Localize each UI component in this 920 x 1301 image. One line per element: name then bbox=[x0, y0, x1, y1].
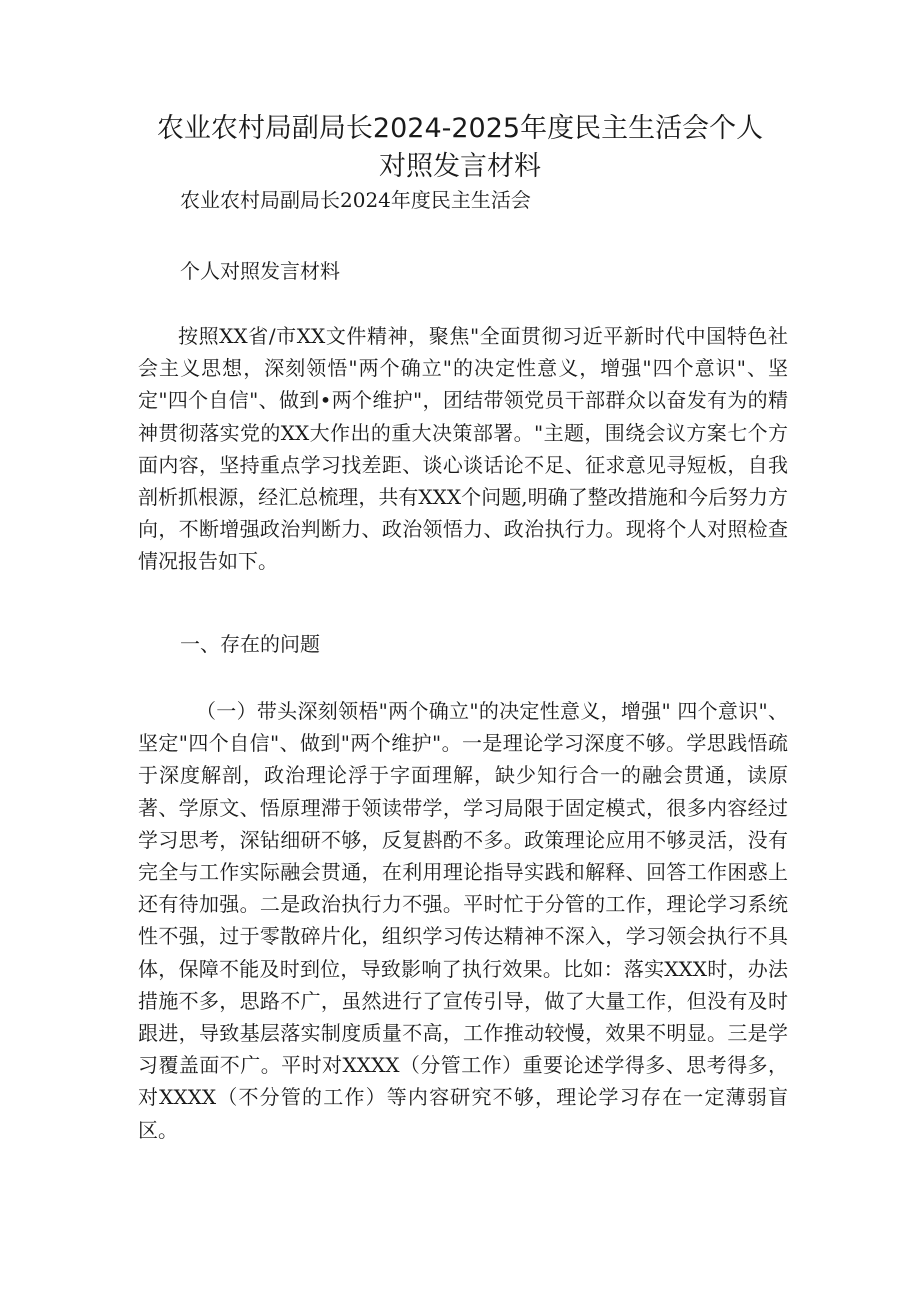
section-heading: 一、存在的问题 bbox=[180, 632, 320, 656]
document-subtitle-line2: 个人对照发言材料 bbox=[180, 259, 340, 283]
document-subtitle-line1: 农业农村局副局长2024年度民主生活会 bbox=[180, 188, 531, 212]
section-paragraph: （一）带头深刻领梧"两个确立"的决定性意义，增强" 四个意识"、坚定"四个自信"、做到"两个维护"。一是理论学习深度不够。学思践悟疏于深度解剖，政治理论浮于字面理解，缺少知行合一的融会贯通，读原著、学原文、悟原理滞于领读带学，学习局限于固定模式，很多内容经过学习思考，深钻细研不够，反复斟酌不多。政策理论应用不够灵活，没有完全与工作实际融会贯通，在利用理论指导实践和解释、回答工作困惑上还有待加强。二是政治执行力不强。平时忙于分管的工作，理论学习系统性不强，过于零散碎片化，组织学习传达精神不深入，学习领会执行不具体，保障不能及时到位，导致影响了执行效果。比如：落实XXX时，办法措施不多，思路不广，虽然进行了宣传引导，做了大量工作，但没有及时跟进，导致基层落实制度质量不高，工作推动较慢，效果不明显。三是学习覆盖面不广。平时对XXXX（分管工作）重要论述学得多、思考得多，对XXXX（不分管的工作）等内容研究不够，理论学习存在一定薄弱盲区。 bbox=[138, 699, 788, 1142]
document-title: 农业农村局副局长2024-2025年度民主生活会个人对照发言材料 bbox=[156, 113, 764, 182]
intro-paragraph: 按照XX省/市XX文件精神，聚焦"全面贯彻习近平新时代中国特色社会主义思想，深刻领悟"两个确立"的决定性意义，增强"四个意识"、坚定"四个自信"、做到•两个维护"，团结带领党员干部群众以奋发有为的精神贯彻落实党的XX大作出的重大决策部署。"主题，围绕会议方案七个方面内容，坚持重点学习找差距、谈心谈话论不足、征求意见寻短板，自我剖析抓根源，经汇总梳理，共有XXX个问题,明确了整改措施和今后努力方向，不断增强政治判断力、政治领悟力、政治执行力。现将个人对照检查情况报告如下。 bbox=[138, 324, 788, 574]
